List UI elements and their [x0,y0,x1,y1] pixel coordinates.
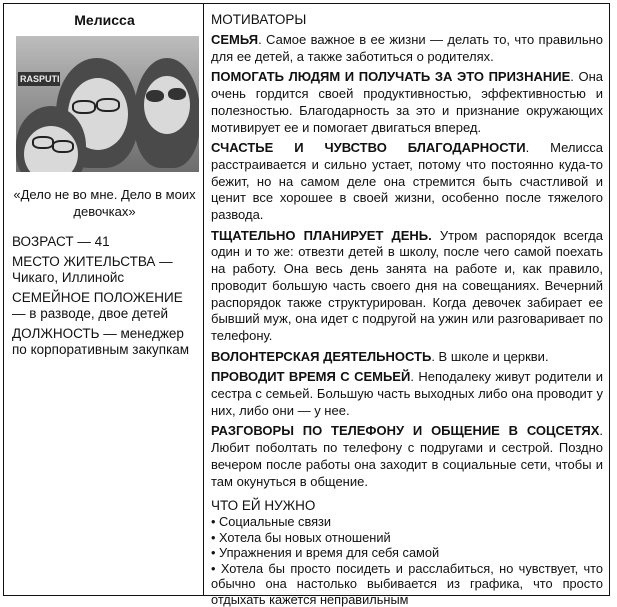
fact-value: Чикаго, Иллинойс [12,270,125,285]
fact-label: ДОЛЖНОСТЬ [12,325,100,341]
fact-age: ВОЗРАСТ — 41 [12,234,110,249]
photo-glasses-mother [72,100,96,114]
motivator-planning [211,228,603,345]
motivator-volunteering [211,349,603,366]
motivator-family [211,32,603,65]
photo-sunglasses-left [146,90,164,102]
motivator-title: СЕМЬЯ [211,32,259,47]
fact-residence: МЕСТО ЖИТЕЛЬСТВА — Чикаго, Иллинойс [12,253,173,285]
persona-photo [16,36,199,172]
need-item: • Упражнения и время для себя самой [211,545,440,561]
need-item: • Социальные связи [211,514,332,530]
motivator-social [211,423,603,490]
motivator-text: . Самое важное в ее жизни — делать то, что правильно для ее детей, а также заботиться о родителях. [211,32,603,64]
photo-sunglasses-right [168,88,186,100]
photo-glasses-mother-right [96,98,120,112]
persona-quote: «Дело не во мне. Дело в моих девочках» [13,187,196,219]
motivator-text: . Мелисса расстраивается и сильно устает, потому что постоянно куда-то бежит, но на самом деле она стремится быть счастливой и ценит все хорошее в своей жизни, особенно после тяжелого развода. [211,140,603,223]
motivator-text: . Она очень гордится своей продуктивностью, эффективностью и полезностью. Благодарность за это и признание окружающих мотивирует ее и помогает двигаться вперед. [211,69,603,135]
fact-label: СЕМЕЙНОЕ ПОЛОЖЕНИЕ [12,289,183,305]
fact-job: ДОЛЖНОСТЬ — менеджер по корпоративным закупкам [12,325,190,357]
motivator-title: РАЗГОВОРЫ ПО ТЕЛЕФОНУ И ОБЩЕНИЕ В СОЦСЕТЯХ [211,423,600,439]
motivator-text: . Неподалеку живут родители и сестра с семьей. Большую часть выходных либо она проводит у них, либо они — у нее. [211,369,603,418]
fact-marital-status: СЕМЕЙНОЕ ПОЛОЖЕНИЕ — в разводе, двое детей [12,289,183,321]
persona-details [204,4,609,607]
motivator-family-time [211,369,603,419]
needs-heading: ЧТО ЕЙ НУЖНО [211,498,316,514]
motivator-title: ТЩАТЕЛЬНО ПЛАНИРУЕТ ДЕНЬ. [211,227,432,243]
persona-sidebar [4,4,204,595]
fact-label: ВОЗРАСТ [12,234,74,249]
motivator-title: ВОЛОНТЕРСКАЯ ДЕЯТЕЛЬНОСТЬ [211,348,432,364]
motivator-text: . Любит поболтать по телефону с подругами и сестрой. Поздно вечером после работы она заходит в социальные сети, чтобы и там окунуться в общение. [211,423,603,489]
motivator-text: . В школе и церкви. [431,348,549,364]
motivator-helping [211,69,603,136]
persona-name: Мелисса [74,12,135,28]
fact-value: менеджер по корпоративным закупкам [12,325,190,357]
photo-sign: RASPUTI [20,74,60,84]
fact-label: МЕСТО ЖИТЕЛЬСТВА [12,253,156,269]
motivator-happiness [211,140,603,224]
need-item: • Хотела бы просто посидеть и расслабиться, но чувствует, что обычно она настолько выбивается из графика, что просто отдыхать кажется неправильным [211,560,603,607]
motivators-heading: МОТИВАТОРЫ [211,12,307,27]
persona-facts [12,234,197,359]
photo-glasses-daughter-left [32,136,54,149]
photo-glasses-daughter-left-2 [52,140,74,153]
motivator-title: ПОМОГАТЬ ЛЮДЯМ И ПОЛУЧАТЬ ЗА ЭТО ПРИЗНАНИЕ [211,69,571,85]
needs-section [211,498,603,607]
fact-value: в разводе, двое детей [29,306,169,321]
need-item: • Хотела бы новых отношений [211,529,391,545]
fact-value: 41 [94,234,110,249]
motivator-text: Утром распорядок всегда один и то же: отвезти детей в школу, после чего самой поехать на работу. Она весь день занята на работе и, как правило, проводит большую часть своего дня на совещаниях. Вечерний распорядок также структурирован. Когда девочек забирает ее бывший муж, она идет с подругой на ужин или разговаривает по телефону. [211,227,603,343]
motivator-title: СЧАСТЬЕ И ЧУВСТВО БЛАГОДАРНОСТИ [211,140,526,156]
motivator-title: ПРОВОДИТ ВРЕМЯ С СЕМЬЕЙ [211,369,411,385]
persona-card [3,3,610,607]
photo-face-daughter-right [144,76,190,134]
